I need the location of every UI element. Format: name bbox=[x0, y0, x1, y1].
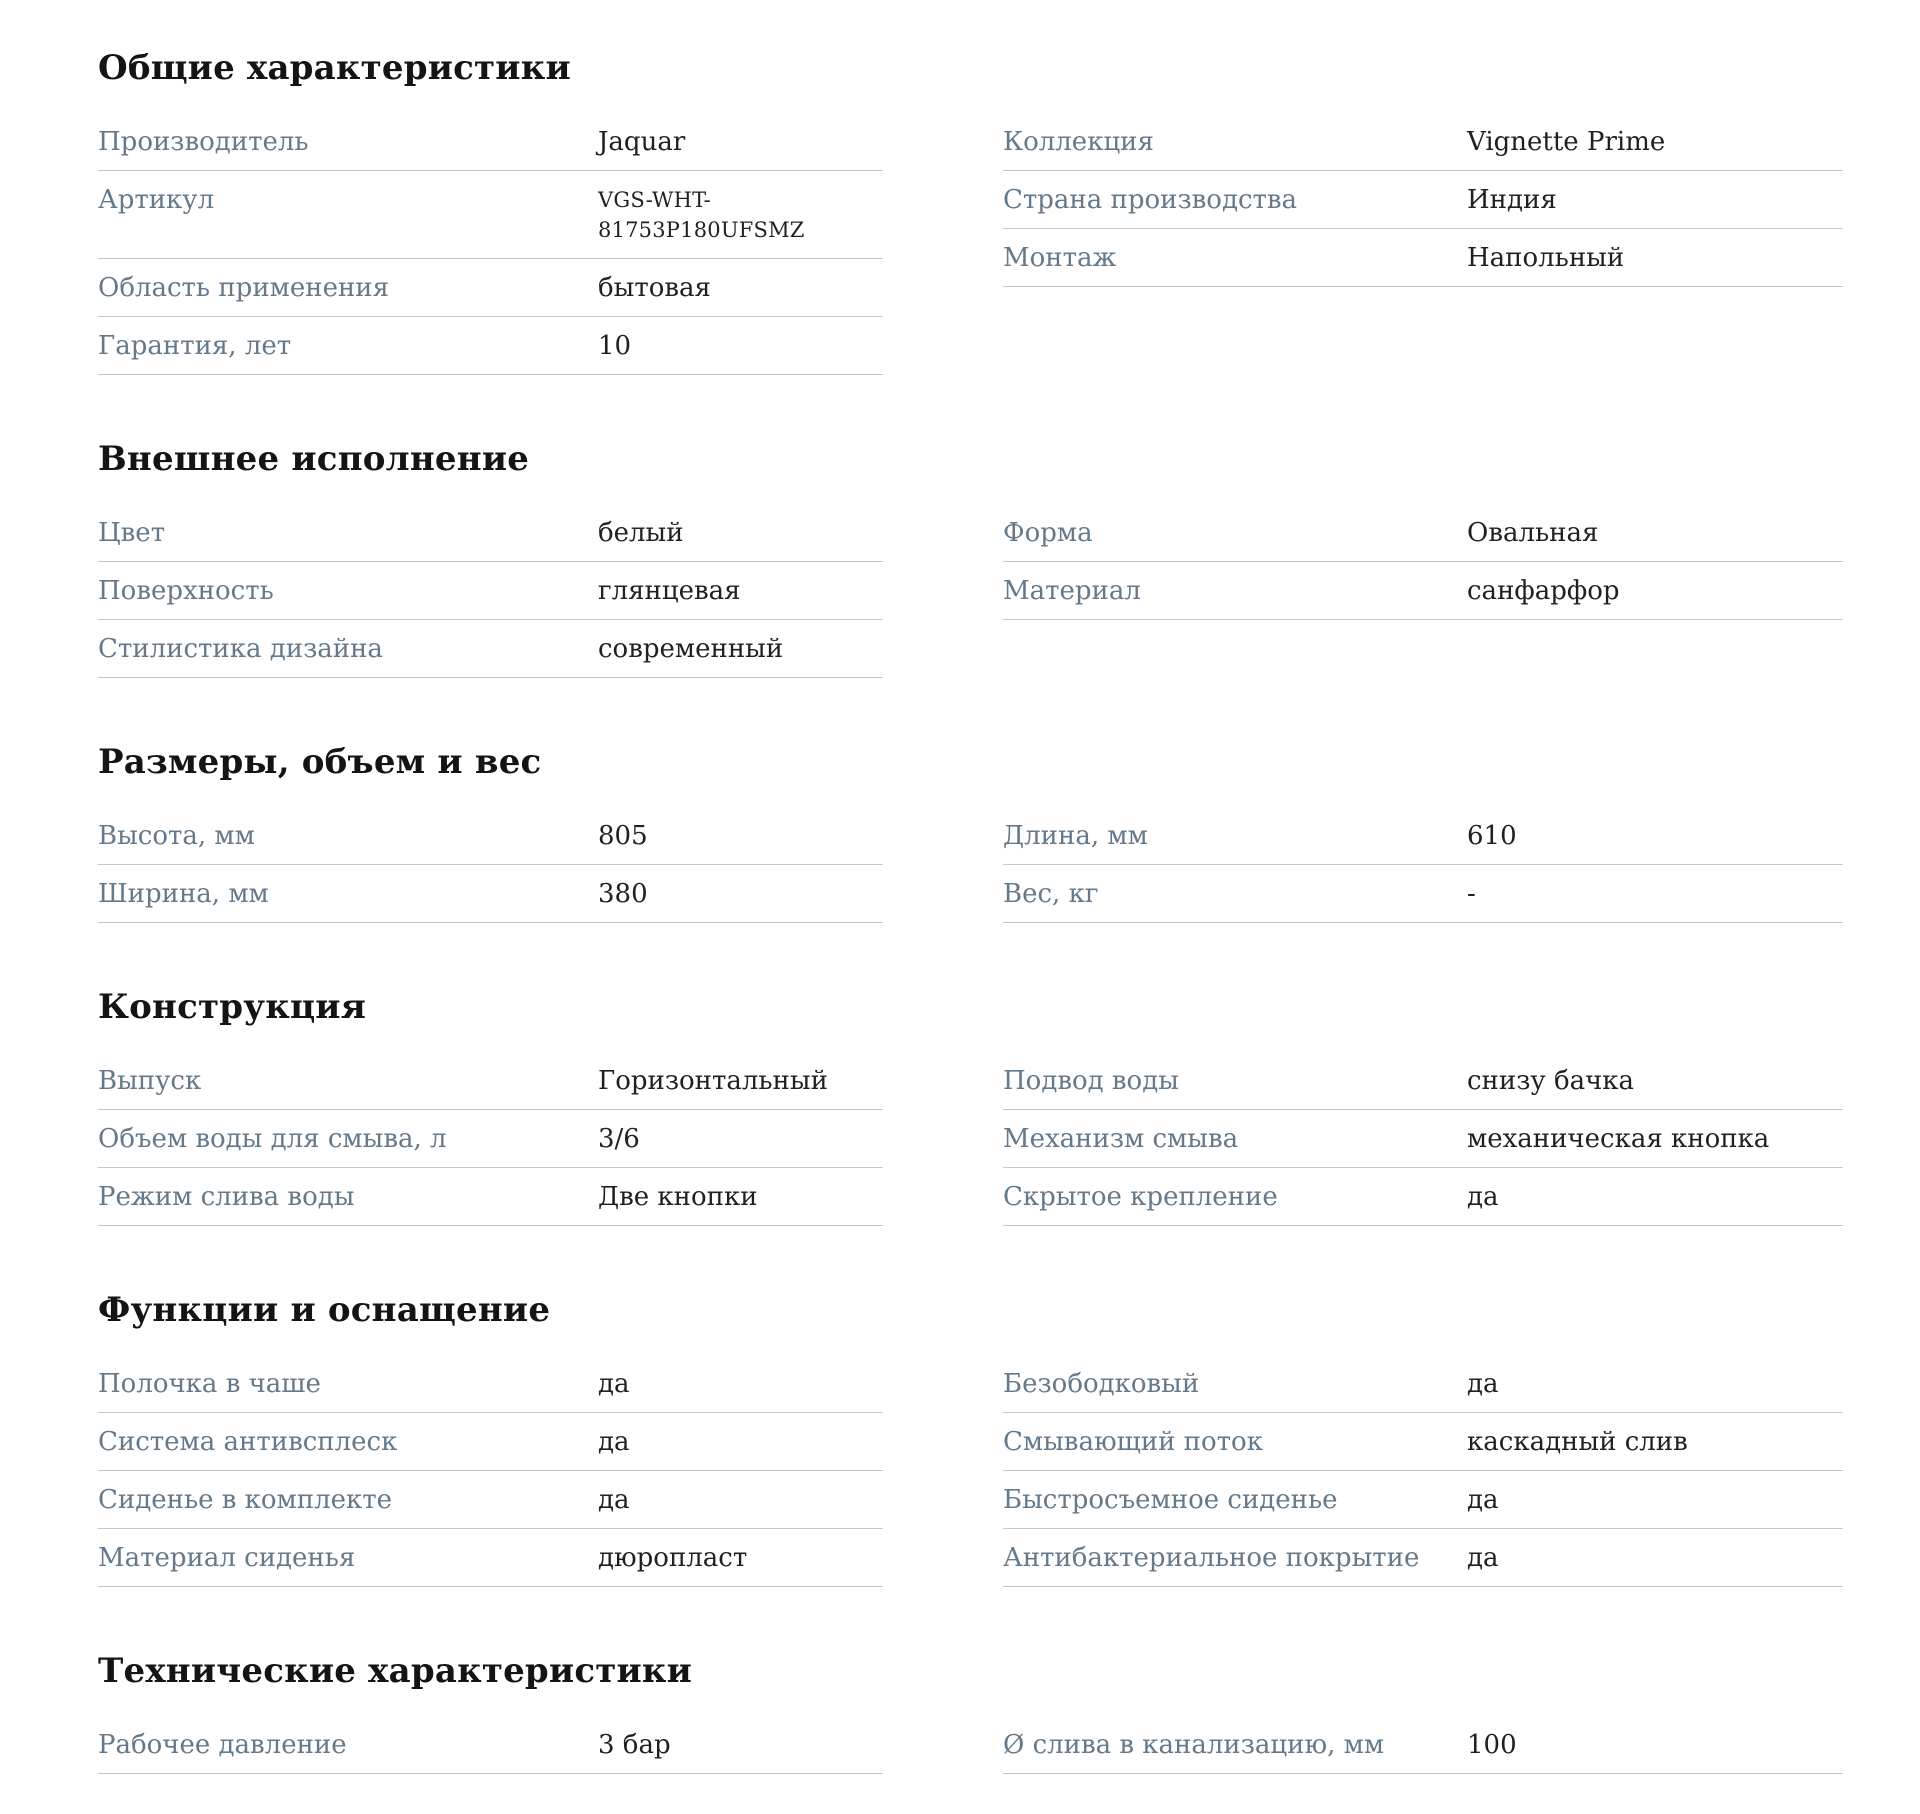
spec-row bbox=[98, 1529, 883, 1587]
section-title: Конструкция bbox=[98, 987, 367, 1027]
spec-row bbox=[1003, 1413, 1843, 1471]
spec-label: Рабочее давление bbox=[98, 1730, 347, 1760]
spec-value: Овальная bbox=[1467, 518, 1599, 548]
section-construction bbox=[98, 987, 1843, 1226]
column-right bbox=[1003, 113, 1843, 287]
section-title: Размеры, объем и вес bbox=[98, 742, 542, 782]
spec-label: Цвет bbox=[98, 518, 166, 548]
section-title: Функции и оснащение bbox=[98, 1290, 551, 1330]
column-right bbox=[1003, 807, 1843, 923]
column-right bbox=[1003, 504, 1843, 620]
spec-label: Поверхность bbox=[98, 576, 274, 606]
spec-value: да bbox=[598, 1427, 630, 1457]
spec-value: да bbox=[1467, 1543, 1499, 1573]
spec-value: Горизонтальный bbox=[598, 1066, 828, 1096]
spec-label: Механизм смыва bbox=[1003, 1124, 1239, 1154]
section-columns bbox=[98, 504, 1843, 678]
spec-value: 100 bbox=[1467, 1730, 1517, 1760]
spec-value: 610 bbox=[1467, 821, 1517, 851]
spec-row bbox=[1003, 1052, 1843, 1110]
section-technical bbox=[98, 1651, 1843, 1774]
spec-value: снизу бачка bbox=[1467, 1066, 1635, 1096]
spec-label: Ø слива в канализацию, мм bbox=[1003, 1730, 1385, 1760]
section-columns bbox=[98, 1355, 1843, 1587]
spec-label: Сиденье в комплекте bbox=[98, 1485, 393, 1515]
spec-value: Напольный bbox=[1467, 243, 1625, 273]
column-left bbox=[98, 1052, 883, 1226]
spec-row bbox=[1003, 1355, 1843, 1413]
spec-row bbox=[1003, 113, 1843, 171]
spec-value: Jaquar bbox=[598, 127, 686, 157]
spec-row bbox=[98, 1716, 883, 1774]
spec-label: Вес, кг bbox=[1003, 879, 1099, 909]
spec-label: Коллекция bbox=[1003, 127, 1154, 157]
spec-row bbox=[1003, 562, 1843, 620]
spec-label: Режим слива воды bbox=[98, 1182, 355, 1212]
section-title: Внешнее исполнение bbox=[98, 439, 530, 479]
spec-row bbox=[98, 865, 883, 923]
spec-row bbox=[1003, 229, 1843, 287]
spec-label: Объем воды для смыва, л bbox=[98, 1124, 447, 1154]
section-title: Технические характеристики bbox=[98, 1651, 693, 1691]
spec-value: 805 bbox=[598, 821, 648, 851]
spec-row bbox=[98, 562, 883, 620]
spec-label: Скрытое крепление bbox=[1003, 1182, 1278, 1212]
spec-label: Ширина, мм bbox=[98, 879, 269, 909]
section-columns bbox=[98, 807, 1843, 923]
spec-label: Высота, мм bbox=[98, 821, 255, 851]
section-columns bbox=[98, 1716, 1843, 1774]
section-title: Общие характеристики bbox=[98, 48, 571, 88]
spec-value: - bbox=[1467, 879, 1476, 909]
section-appearance bbox=[98, 439, 1843, 678]
spec-row bbox=[98, 807, 883, 865]
section-general bbox=[98, 48, 1843, 375]
column-left bbox=[98, 1355, 883, 1587]
spec-label: Материал bbox=[1003, 576, 1141, 606]
spec-label: Гарантия, лет bbox=[98, 331, 292, 361]
spec-row bbox=[1003, 807, 1843, 865]
spec-label: Область применения bbox=[98, 273, 390, 303]
spec-label: Полочка в чаше bbox=[98, 1369, 321, 1399]
spec-value: 3 бар bbox=[598, 1730, 671, 1760]
column-left bbox=[98, 113, 883, 375]
spec-value: механическая кнопка bbox=[1467, 1124, 1770, 1154]
column-left bbox=[98, 807, 883, 923]
spec-value: дюропласт bbox=[598, 1543, 748, 1573]
spec-row bbox=[1003, 1168, 1843, 1226]
spec-label: Выпуск bbox=[98, 1066, 202, 1096]
spec-label: Артикул bbox=[98, 185, 215, 215]
spec-label: Страна производства bbox=[1003, 185, 1298, 215]
spec-row bbox=[1003, 865, 1843, 923]
spec-label: Монтаж bbox=[1003, 243, 1117, 273]
spec-row bbox=[1003, 504, 1843, 562]
column-right bbox=[1003, 1052, 1843, 1226]
spec-row bbox=[1003, 1471, 1843, 1529]
spec-value: да bbox=[1467, 1369, 1499, 1399]
spec-value: бытовая bbox=[598, 273, 711, 303]
spec-value: да bbox=[598, 1369, 630, 1399]
spec-value: каскадный слив bbox=[1467, 1427, 1688, 1457]
spec-value: да bbox=[1467, 1485, 1499, 1515]
spec-label: Форма bbox=[1003, 518, 1093, 548]
spec-label: Длина, мм bbox=[1003, 821, 1148, 851]
spec-value: да bbox=[598, 1485, 630, 1515]
spec-value: 3/6 bbox=[598, 1124, 640, 1154]
spec-value: глянцевая bbox=[598, 576, 741, 606]
spec-row bbox=[1003, 1110, 1843, 1168]
spec-row bbox=[1003, 171, 1843, 229]
spec-label: Система антивсплеск bbox=[98, 1427, 398, 1457]
spec-row bbox=[1003, 1529, 1843, 1587]
spec-label: Стилистика дизайна bbox=[98, 634, 383, 664]
column-left bbox=[98, 504, 883, 678]
spec-value: Индия bbox=[1467, 185, 1557, 215]
spec-label: Быстросъемное сиденье bbox=[1003, 1485, 1338, 1515]
spec-row bbox=[98, 620, 883, 678]
spec-value: VGS-WHT-81753P180UFSMZ bbox=[598, 188, 805, 242]
spec-value: 380 bbox=[598, 879, 648, 909]
spec-value: 10 bbox=[598, 331, 632, 361]
spec-row bbox=[98, 1471, 883, 1529]
spec-row bbox=[98, 259, 883, 317]
spec-value: санфарфор bbox=[1467, 576, 1620, 606]
column-right bbox=[1003, 1716, 1843, 1774]
spec-label: Безободковый bbox=[1003, 1369, 1200, 1399]
spec-row bbox=[98, 1168, 883, 1226]
spec-value: Две кнопки bbox=[598, 1182, 758, 1212]
spec-row bbox=[98, 1413, 883, 1471]
spec-label: Смывающий поток bbox=[1003, 1427, 1263, 1457]
spec-row bbox=[98, 1355, 883, 1413]
section-columns bbox=[98, 113, 1843, 375]
spec-value: современный bbox=[598, 634, 784, 664]
spec-row bbox=[98, 504, 883, 562]
section-features bbox=[98, 1290, 1843, 1587]
spec-value: Vignette Prime bbox=[1467, 127, 1666, 157]
spec-value: белый bbox=[598, 518, 684, 548]
spec-label: Материал сиденья bbox=[98, 1543, 356, 1573]
spec-row bbox=[1003, 1716, 1843, 1774]
spec-row bbox=[98, 317, 883, 375]
spec-label: Подвод воды bbox=[1003, 1066, 1179, 1096]
column-left bbox=[98, 1716, 883, 1774]
column-right bbox=[1003, 1355, 1843, 1587]
spec-label: Антибактериальное покрытие bbox=[1003, 1543, 1420, 1573]
section-columns bbox=[98, 1052, 1843, 1226]
spec-row bbox=[98, 1110, 883, 1168]
spec-label: Производитель bbox=[98, 127, 309, 157]
spec-row bbox=[98, 1052, 883, 1110]
spec-row bbox=[98, 171, 883, 259]
section-dimensions bbox=[98, 742, 1843, 923]
spec-value: да bbox=[1467, 1182, 1499, 1212]
spec-row bbox=[98, 113, 883, 171]
